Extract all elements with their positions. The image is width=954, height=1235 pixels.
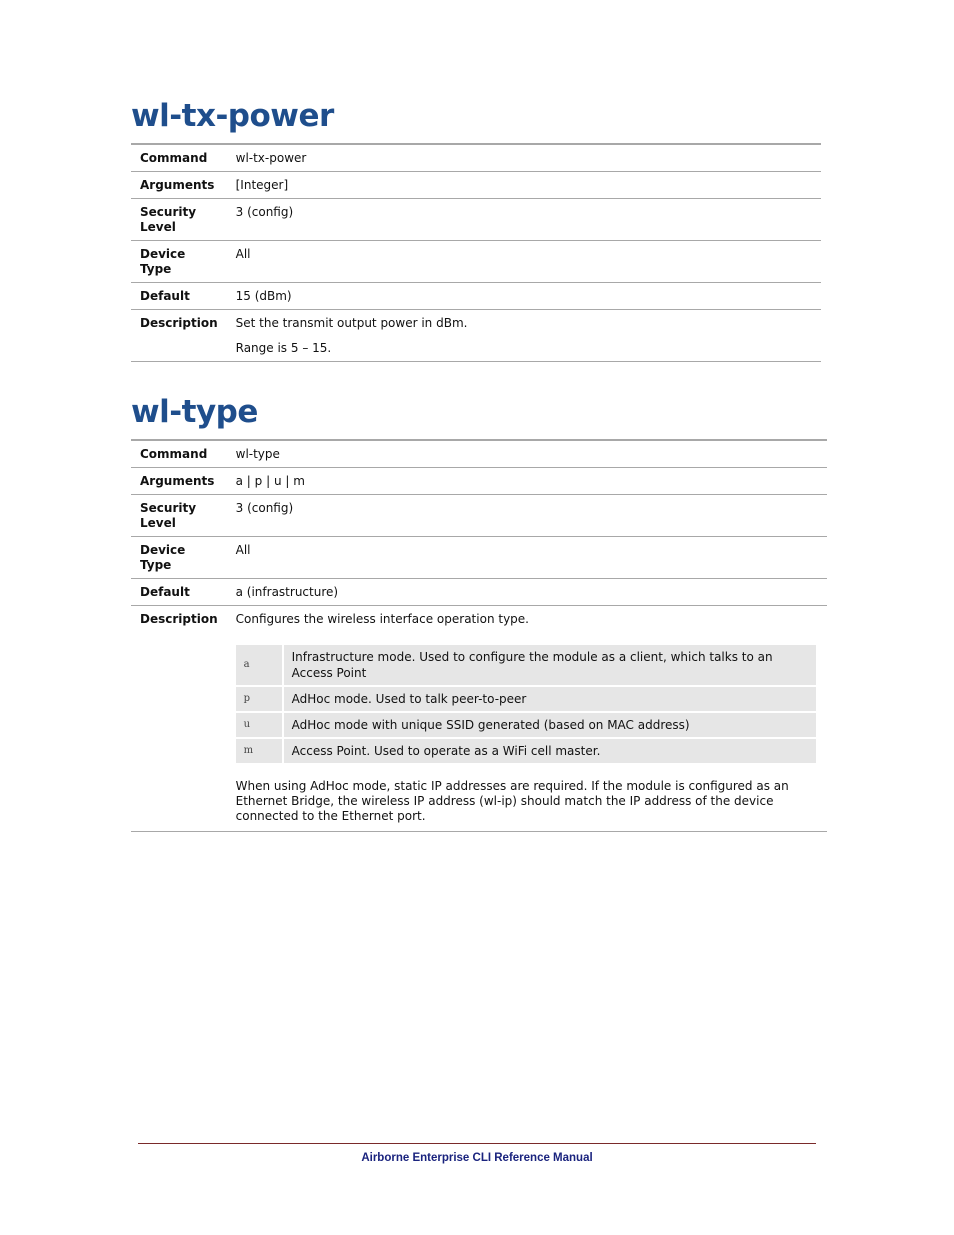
option-code: p [236,687,282,711]
option-code: m [236,739,282,763]
row-value [227,606,827,832]
row-value: All [235,247,251,261]
row-label: Security Level [140,205,197,234]
row-value: [Integer] [235,178,289,192]
row-security-level [131,495,827,537]
row-command [131,144,821,172]
footer-divider [138,1143,816,1144]
row-value: wl-tx-power [235,151,307,165]
description-note: When using AdHoc mode, static IP addresses are required. If the module is configured as an Ethernet Bridge, the wireless IP address (wl-ip) should match the IP address of the device connected to the Ethernet port. [235,779,789,823]
row-value: 15 (dBm) [235,289,292,303]
row-description [131,606,827,832]
row-description [131,310,821,362]
row-label: Description [140,316,218,330]
option-text: AdHoc mode with unique SSID generated (based on MAC address) [284,713,816,737]
row-label: Command [140,447,208,461]
option-row [236,739,816,763]
row-security-level [131,199,821,241]
option-text: AdHoc mode. Used to talk peer-to-peer [284,687,816,711]
option-code: a [236,645,282,685]
footer-title: Airborne Enterprise CLI Reference Manual [361,1152,593,1164]
row-default [131,579,827,606]
description-line: Set the transmit output power in dBm. [235,316,468,330]
row-value [227,310,821,362]
option-text: Infrastructure mode. Used to configure the module as a client, which talks to an Access Point [284,645,816,685]
command-table [131,143,821,362]
row-label: Default [140,585,190,599]
command-table [131,439,827,832]
row-value: a | p | u | m [235,474,305,488]
row-command [131,440,827,468]
option-text: Access Point. Used to operate as a WiFi cell master. [284,739,816,763]
section-wl-tx-power [131,96,821,362]
row-label: Command [140,151,208,165]
row-value: wl-type [235,447,280,461]
row-value: a (infrastructure) [235,585,339,599]
section-title: wl-tx-power [131,98,334,134]
description-intro: Configures the wireless interface operation type. [235,612,529,626]
option-row [236,645,816,685]
row-default [131,283,821,310]
row-label: Description [140,612,218,626]
option-row [236,687,816,711]
option-row [236,713,816,737]
row-label: Arguments [140,178,215,192]
section-wl-type [131,392,821,832]
row-label: Device Type [140,247,186,276]
row-value: 3 (config) [235,501,294,515]
row-arguments [131,172,821,199]
row-value: All [235,543,251,557]
row-label: Default [140,289,190,303]
row-arguments [131,468,827,495]
option-code: u [236,713,282,737]
options-table [234,643,818,765]
row-device-type [131,241,821,283]
row-label: Device Type [140,543,186,572]
row-label: Arguments [140,474,215,488]
row-label: Security Level [140,501,197,530]
description-line: Range is 5 – 15. [235,341,332,355]
row-value: 3 (config) [235,205,294,219]
section-title: wl-type [131,394,258,430]
row-device-type [131,537,827,579]
